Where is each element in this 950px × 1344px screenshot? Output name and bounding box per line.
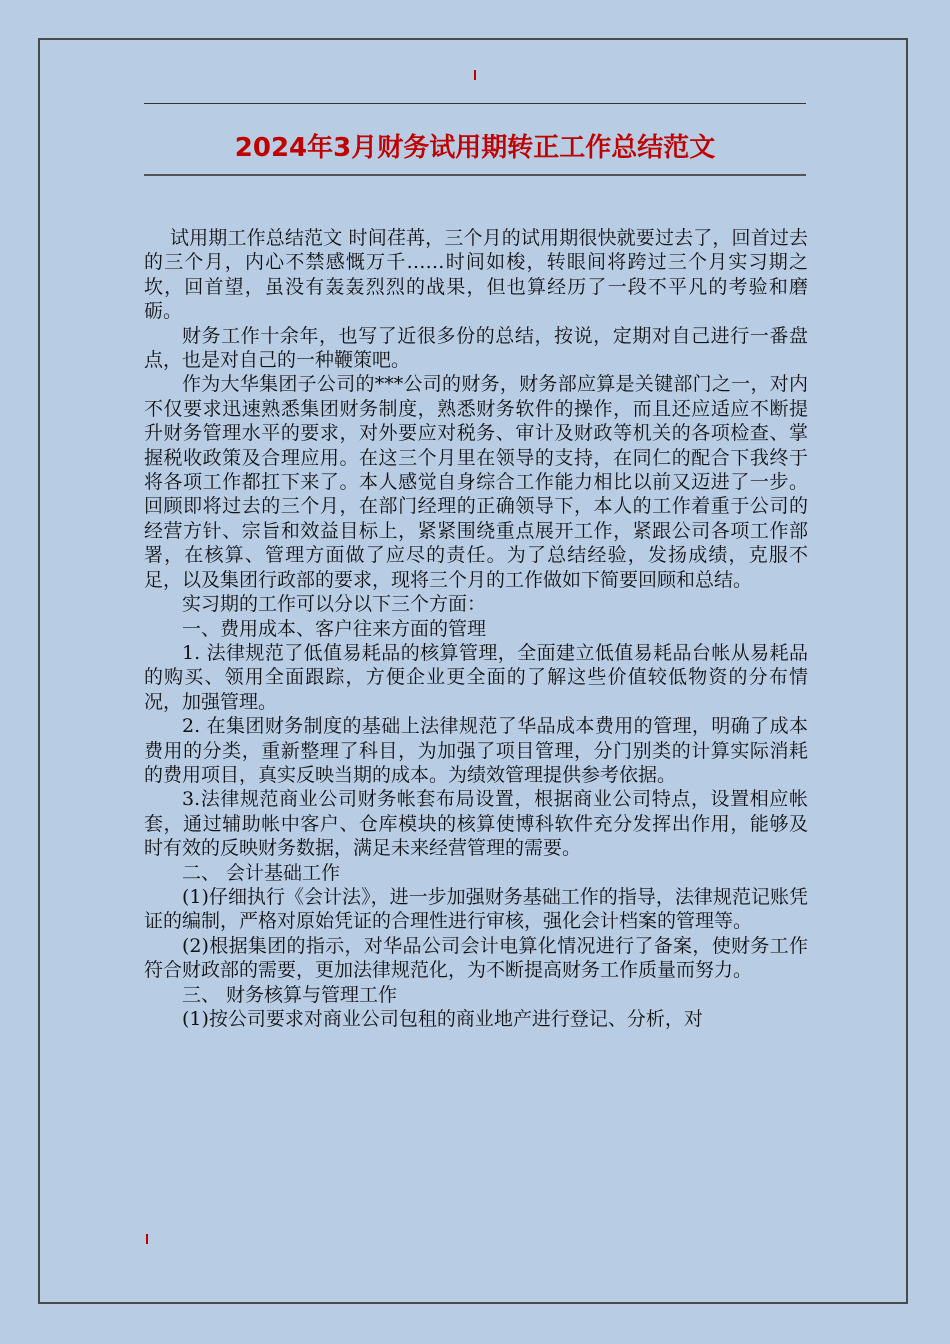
list-item-4: (1)仔细执行《会计法》，进一步加强财务基础工作的指导，法律规范记账凭证的编制，严格对原始凭证的合理性进行审核，强化会计档案的管理等。	[144, 885, 808, 933]
section-heading-3: 三、 财务核算与管理工作	[182, 983, 398, 1006]
header-rule	[144, 103, 806, 104]
section-heading-1: 一、费用成本、客户往来方面的管理	[182, 617, 487, 640]
list-item-6: (1)按公司要求对商业公司包租的商业地产进行登记、分析，对	[182, 1008, 703, 1030]
list-item-5: (2)根据集团的指示，对华品公司会计电算化情况进行了备案，使财务工作符合财政部的需要，更加法律规范化，为不断提高财务工作质量而努力。	[144, 934, 808, 982]
header-mark	[474, 70, 476, 80]
list-item-1: 1. 法律规范了低值易耗品的核算管理，全面建立低值易耗品台帐从易耗品的购买、领用全面跟踪，方便企业更全面的了解这些价值较低物资的分布情况，加强管理。	[144, 641, 808, 713]
list-item-2: 2. 在集团财务制度的基础上法律规范了华品成本费用的管理，明确了成本费用的分类，重新整理了科目，为加强了项目管理，分门别类的计算实际消耗的费用项目，真实反映当期的成本。为绩效管理提供参考依据。	[144, 715, 808, 786]
document-body	[144, 226, 808, 1031]
paragraph-intro: 试用期工作总结范文 时间荏苒，三个月的试用期很快就要过去了，回首过去的三个月，内心不禁感慨万千……时间如梭，转眼间将跨过三个月实习期之坎，回首望，虽没有轰轰烈烈的战果，但也算经历了一段不平凡的考验和磨砺。	[144, 227, 808, 323]
title-underline	[144, 174, 806, 176]
paragraph-role: 作为大华集团子公司的***公司的财务，财务部应算是关键部门之一，对内不仅要求迅速熟悉集团财务制度，熟悉财务软件的操作，而且还应适应不断提升财务管理水平的要求，对外要应对税务、审计及财政等机关的各项检查、掌握税收政策及合理应用。在这三个月里在领导的支持，在同仁的配合下我终于将各项工作都扛下来了。本人感觉自身综合工作能力相比以前又迈进了一步。回顾即将过去的三个月，在部门经理的正确领导下，本人的工作着重于公司的经营方针、宗旨和效益目标上，紧紧围绕重点展开工作，紧跟公司各项工作部署，在核算、管理方面做了应尽的责任。为了总结经验，发扬成绩，克服不足，以及集团行政部的要求，现将三个月的工作做如下简要回顾和总结。	[144, 373, 808, 591]
paragraph-reflection: 财务工作十余年，也写了近很多份的总结，按说，定期对自己进行一番盘点，也是对自己的一种鞭策吧。	[144, 324, 808, 372]
document-title: 2024年3月财务试用期转正工作总结范文	[234, 133, 716, 163]
footer-mark	[146, 1234, 148, 1244]
list-item-3: 3.法律规范商业公司财务帐套布局设置，根据商业公司特点，设置相应帐套，通过辅助帐中客户、仓库模块的核算使博科软件充分发挥出作用，能够及时有效的反映财务数据，满足未来经营管理的需要。	[144, 788, 808, 860]
section-heading-2: 二、 会计基础工作	[182, 861, 341, 884]
paragraph-aspects-intro: 实习期的工作可以分以下三个方面：	[182, 593, 487, 616]
